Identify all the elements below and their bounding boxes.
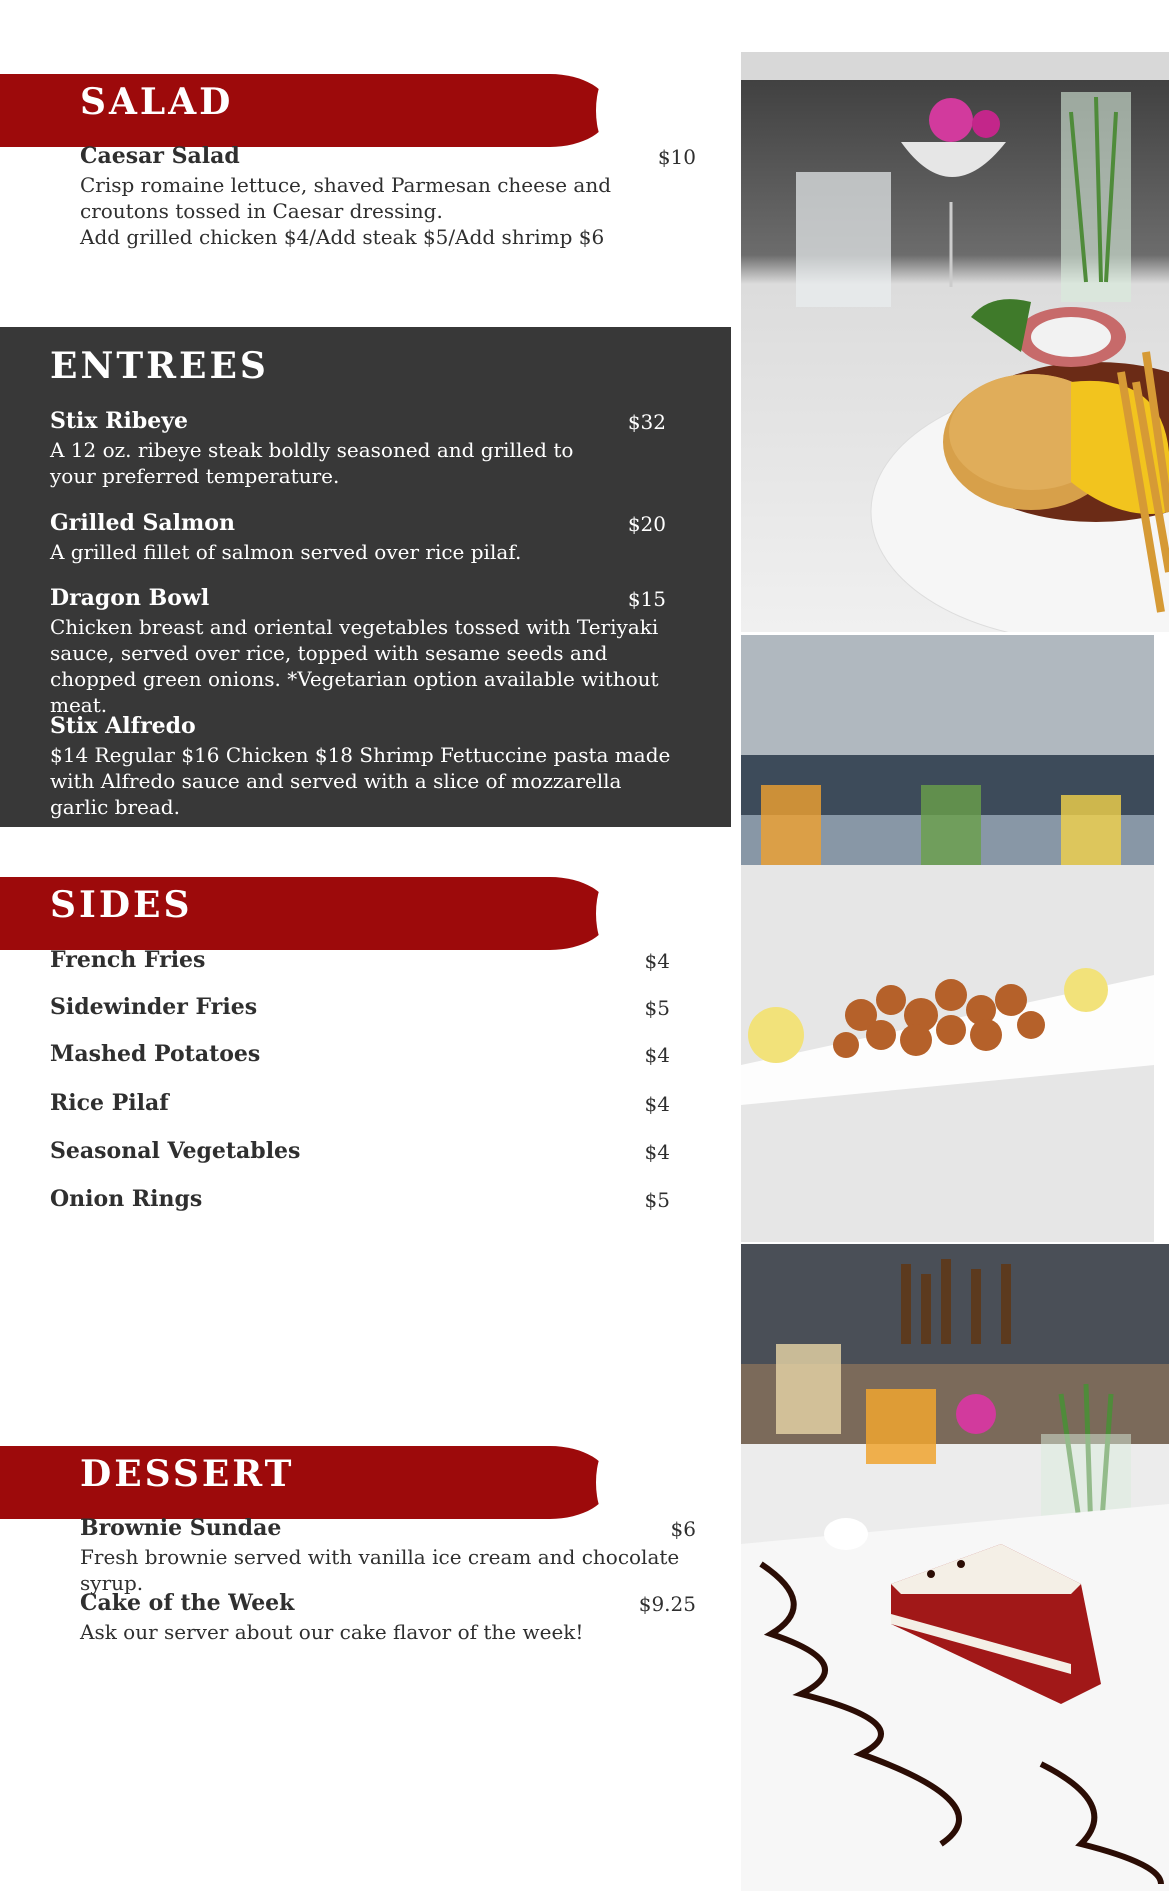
menu-item-description: Chicken breast and oriental vegetables tossed with Teriyaki sauce, served over rice, topped with sesame seeds and chopped green onions. *Vegetarian option available without meat. xyxy=(50,615,659,717)
menu-item-price: $4 xyxy=(644,1092,670,1116)
red-velvet-cake-photo xyxy=(741,1244,1169,1891)
menu-item-desc-text: Crisp romaine lettuce, shaved Parmesan cheese and croutons tossed in Caesar dressing. xyxy=(80,173,612,223)
menu-item-price: $10 xyxy=(657,145,696,169)
menu-item-name: Cake of the Week xyxy=(80,1590,295,1616)
menu-item-price: $5 xyxy=(644,996,670,1020)
section-title-dessert: DESSERT xyxy=(80,1453,295,1495)
dessert-banner xyxy=(0,1446,610,1519)
menu-item-name: Stix Ribeye xyxy=(50,408,188,434)
menu-item-name: Brownie Sundae xyxy=(80,1515,282,1541)
menu-item-description: $14 Regular $16 Chicken $18 Shrimp Fettuccine pasta made with Alfredo sauce and served with a slice of mozzarella garlic bread. xyxy=(50,743,671,819)
menu-item-name: Sidewinder Fries xyxy=(50,994,258,1020)
popcorn-shrimp-photo xyxy=(741,635,1154,1242)
menu-item-price: $4 xyxy=(644,1043,670,1067)
burger-photo xyxy=(741,52,1169,632)
menu-item-name: Grilled Salmon xyxy=(50,510,235,536)
menu-item-name: Stix Alfredo xyxy=(50,713,196,739)
section-title-sides: SIDES xyxy=(50,884,193,926)
menu-item-description xyxy=(80,172,660,250)
menu-item-description: A grilled fillet of salmon served over rice pilaf. xyxy=(50,540,522,564)
sides-banner xyxy=(0,877,610,950)
menu-item-price: $20 xyxy=(627,512,666,536)
menu-item-description: Fresh brownie served with vanilla ice cream and chocolate syrup. xyxy=(80,1545,680,1595)
menu-item-name: Rice Pilaf xyxy=(50,1090,169,1116)
salad-banner xyxy=(0,74,610,147)
section-title-entrees: ENTREES xyxy=(50,345,269,387)
menu-item-price: $32 xyxy=(627,410,666,434)
menu-item-name: Seasonal Vegetables xyxy=(50,1138,301,1164)
menu-item-price: $6 xyxy=(670,1517,696,1541)
menu-item-description: A 12 oz. ribeye steak boldly seasoned and grilled to your preferred temperature. xyxy=(50,438,574,488)
menu-item-addon: Add grilled chicken $4/Add steak $5/Add shrimp $6 xyxy=(80,225,605,249)
menu-item-price: $15 xyxy=(627,587,666,611)
menu-item-description: Ask our server about our cake flavor of the week! xyxy=(80,1620,584,1644)
menu-item-name: Dragon Bowl xyxy=(50,585,210,611)
section-title-salad: SALAD xyxy=(80,81,234,123)
menu-item-price: $4 xyxy=(644,1140,670,1164)
menu-item-price: $9.25 xyxy=(638,1592,696,1616)
menu-item-price: $5 xyxy=(644,1188,670,1212)
menu-item-name: Caesar Salad xyxy=(80,143,240,169)
menu-item-price: $4 xyxy=(644,949,670,973)
menu-item-name: Mashed Potatoes xyxy=(50,1041,261,1067)
menu-item-name: French Fries xyxy=(50,947,206,973)
menu-item-name: Onion Rings xyxy=(50,1186,203,1212)
